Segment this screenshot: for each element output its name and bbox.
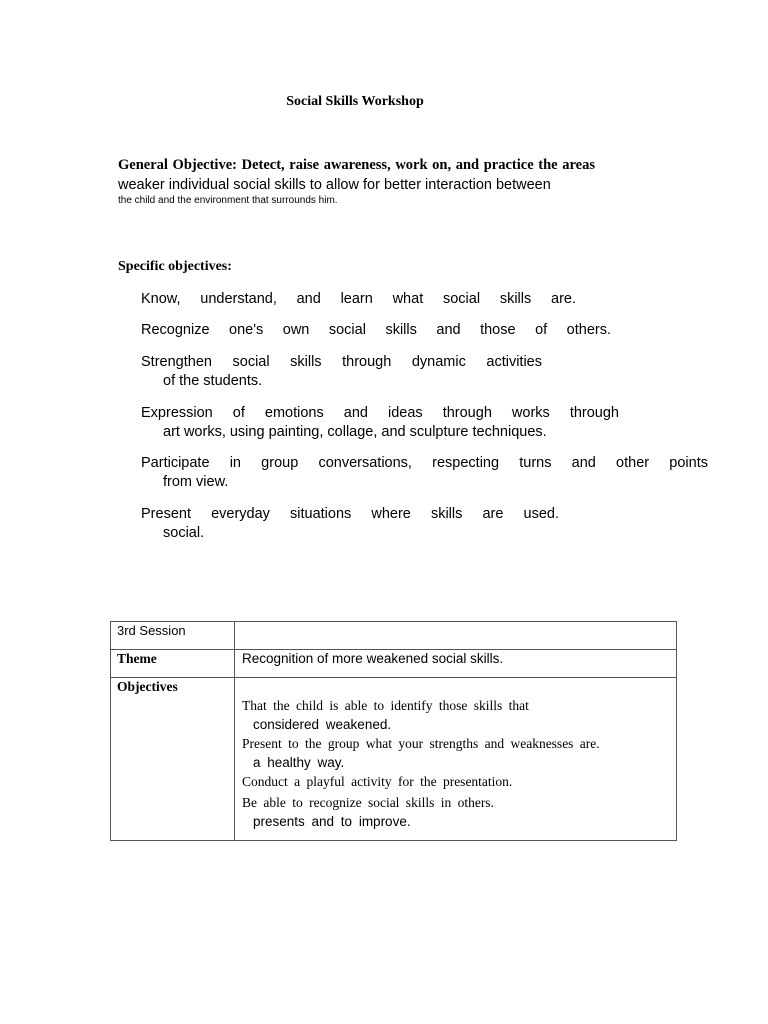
session-objective-line-1: That the child is able to identify those skills that (242, 698, 529, 713)
table-row (111, 678, 677, 841)
session-objective-line-1: Be able to recognize social skills in others. (242, 795, 494, 810)
session-label-cell (111, 622, 235, 650)
specific-objective-item (141, 321, 611, 340)
objectives-label-cell (111, 678, 235, 841)
table-row (111, 650, 677, 678)
objective-line-2: social. (163, 525, 205, 541)
objectives-value-cell (235, 678, 677, 841)
theme-value-cell (235, 650, 677, 678)
session-objective-line-1: Conduct a playful activity for the presentation. (242, 774, 513, 789)
general-objective-line-2: weaker individual social skills to allow for better interaction between (118, 177, 551, 193)
table-row (111, 622, 677, 650)
specific-objective-item (141, 290, 576, 309)
specific-objective-item (141, 404, 619, 442)
objective-line-2: from view. (163, 474, 229, 490)
session-objective-line-1: Present to the group what your strengths and weaknesses are. (242, 736, 600, 751)
session-objective-item (242, 772, 676, 791)
session-objectives-list (235, 678, 676, 840)
objective-line-1: Present everyday situations where skills are used. (141, 506, 559, 522)
objective-line-1: Know, understand, and learn what social skills are. (141, 291, 576, 307)
specific-objective-item (141, 353, 542, 391)
objective-line-2: art works, using painting, collage, and sculpture techniques. (163, 424, 547, 440)
specific-objective-item (141, 505, 559, 543)
general-objective-line-1: General Objective: Detect, raise awareness, work on, and practice the areas (118, 157, 595, 173)
session-objective-line-2: considered weakened. (253, 717, 392, 732)
session-label: 3rd Session (117, 623, 186, 638)
specific-objectives-heading: Specific objectives: (118, 259, 232, 274)
session-value-cell (235, 622, 677, 650)
session-objective-item (242, 696, 676, 734)
session-table (110, 621, 677, 841)
objectives-label: Objectives (117, 679, 178, 694)
session-objective-line-2: a healthy way. (253, 755, 345, 770)
specific-objective-item (141, 454, 708, 492)
general-objective-line-3: the child and the environment that surrounds him. (118, 195, 338, 206)
session-value (235, 622, 676, 623)
objective-line-2: of the students. (163, 373, 263, 389)
session-objective-item (242, 734, 676, 772)
objective-line-1: Expression of emotions and ideas through works through (141, 405, 619, 421)
session-objective-line-2: presents and to improve. (253, 814, 411, 829)
objective-line-1: Participate in group conversations, respecting turns and other points (141, 455, 708, 471)
session-objective-item (242, 793, 676, 831)
theme-label-cell (111, 650, 235, 678)
objective-line-1: Strengthen social skills through dynamic activities (141, 354, 542, 370)
theme-value: Recognition of more weakened social skills. (242, 651, 504, 666)
theme-label: Theme (117, 651, 157, 666)
document-title: Social Skills Workshop (286, 94, 424, 109)
objective-line-1: Recognize one's own social skills and those of others. (141, 322, 611, 338)
